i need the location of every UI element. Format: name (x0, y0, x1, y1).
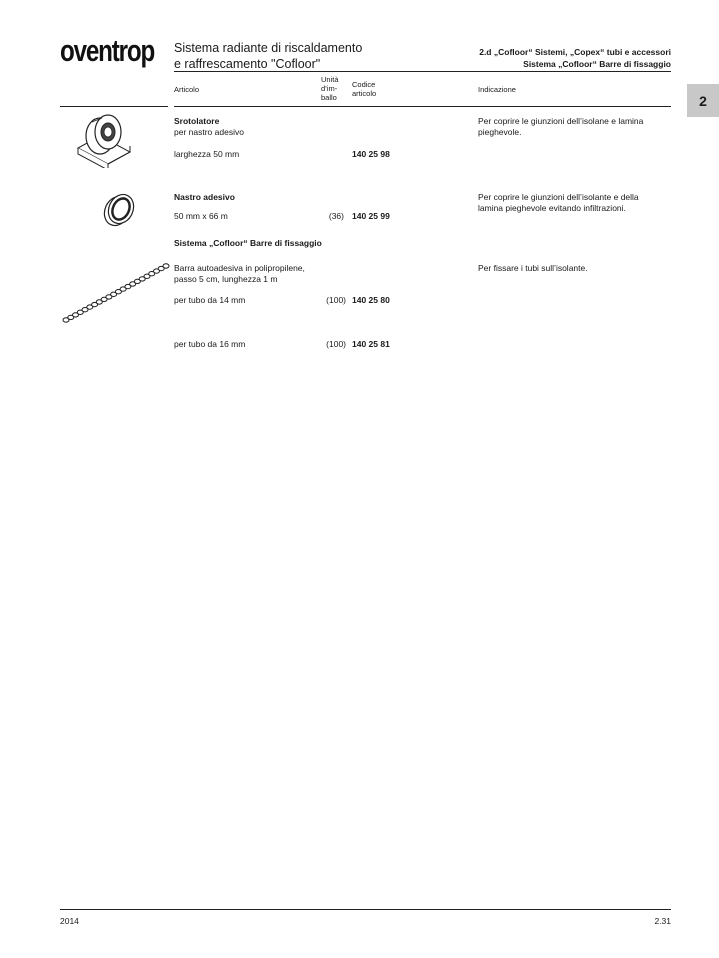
page-title-line2: e raffrescamento "Cofloor" (174, 57, 321, 71)
item-srotolatore-sub: per nastro adesivo (174, 127, 244, 137)
subsection-barre-heading: Sistema „Cofloor“ Barre di fissaggio (174, 238, 322, 248)
col-unita-line3: ballo (321, 93, 337, 102)
section-heading-line1: 2.d „Cofloor“ Sistemi, „Copex“ tubi e accessori (479, 47, 671, 57)
item-nastro-note-line2: lamina pieghevole evitando infiltrazioni. (478, 203, 626, 213)
header-rule (174, 71, 671, 72)
item-barre-desc-line1: Barra autoadesiva in polipropilene, (174, 263, 305, 273)
image-column-rule (60, 106, 168, 107)
item-barre-row-16-pack: (100) (326, 339, 346, 349)
item-nastro-note (478, 192, 639, 214)
section-heading-line2: Sistema „Cofloor“ Barre di fissaggio (523, 59, 671, 69)
col-codice (352, 80, 376, 98)
tape-roll-icon (100, 192, 138, 228)
chapter-tab[interactable]: 2 (687, 84, 719, 117)
fixing-bar-icon (60, 262, 172, 326)
item-barre-note: Per fissare i tubi sull’isolante. (478, 263, 588, 273)
item-srotolatore-variant: larghezza 50 mm (174, 149, 240, 159)
col-codice-line1: Codice (352, 80, 376, 89)
col-codice-line2: articolo (352, 89, 377, 98)
item-srotolatore-name: Srotolatore (174, 116, 220, 126)
brand-logo: oventrop (60, 33, 155, 68)
item-barre-desc (174, 263, 305, 285)
item-barre-desc-line2: passo 5 cm, lunghezza 1 m (174, 274, 278, 284)
tape-dispenser-icon (70, 112, 140, 168)
item-nastro-name: Nastro adesivo (174, 192, 235, 202)
col-unita (321, 75, 339, 102)
item-barre-row-14-code: 140 25 80 (352, 295, 390, 305)
item-srotolatore-note-line2: pieghevole. (478, 127, 522, 137)
item-srotolatore-note-line1: Per coprire le giunzioni dell’isolane e lamina (478, 116, 644, 126)
item-nastro-code: 140 25 99 (352, 211, 390, 221)
item-nastro-variant: 50 mm x 66 m (174, 211, 228, 221)
item-srotolatore-code: 140 25 98 (352, 149, 390, 159)
table-header-rule (174, 106, 671, 107)
item-nastro-note-line1: Per coprire le giunzioni dell’isolante e della (478, 192, 639, 202)
col-articolo: Articolo (174, 85, 200, 94)
item-barre-row-16-code: 140 25 81 (352, 339, 390, 349)
fixing-bar-link (163, 264, 169, 268)
footer-rule (60, 909, 671, 910)
item-barre-row-14-variant: per tubo da 14 mm (174, 295, 246, 305)
col-indicazione: Indicazione (478, 85, 516, 94)
page-title (174, 40, 362, 72)
col-unita-line2: d’im- (321, 84, 338, 93)
section-heading (479, 46, 671, 70)
item-barre-row-14-pack: (100) (326, 295, 346, 305)
col-unita-line1: Unità (321, 75, 339, 84)
item-barre-row-16-variant: per tubo da 16 mm (174, 339, 246, 349)
footer-page-number: 2.31 (654, 916, 671, 926)
footer-year: 2014 (60, 916, 79, 926)
item-nastro-pack: (36) (328, 211, 344, 221)
item-srotolatore-note (478, 116, 643, 138)
page-title-line1: Sistema radiante di riscaldamento (174, 41, 363, 55)
